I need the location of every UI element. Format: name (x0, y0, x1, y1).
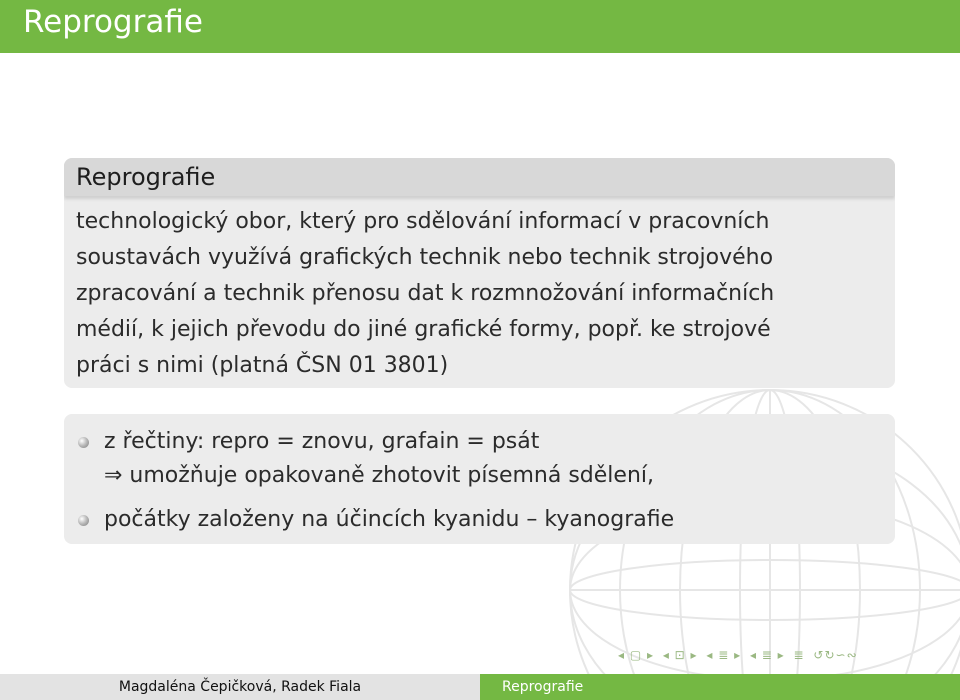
nav-section-icon[interactable]: ◂ ≣ ▸ (706, 648, 742, 662)
definition-block (64, 158, 895, 388)
list-item-text: z řečtiny: repro = znovu, grafain = psát (104, 429, 540, 454)
definition-line: médií, k jejich převodu do jiné grafické formy, popř. ke strojové (76, 317, 771, 342)
definition-block-title: Reprografie (64, 158, 895, 196)
nav-frame-icon[interactable]: ◂ ▢ ▸ (618, 648, 655, 662)
frame-title: Reprografie (0, 0, 960, 53)
nav-part-icon[interactable]: ◂ ≣ ▸ (749, 648, 785, 662)
footer-authors: Magdaléna Čepičková, Radek Fiala (0, 674, 480, 700)
definition-line: zpracování a technik přenosu dat k rozmnožování informačních (76, 281, 775, 306)
nav-subsection-icon[interactable]: ◂ ⊡ ▸ (662, 648, 698, 662)
definition-line: soustavách využívá grafických technik nebo technik strojového (76, 245, 774, 270)
list-item-text: ⇒ umožňuje opakovaně zhotovit písemná sdělení, (104, 463, 654, 488)
bullet-block (64, 414, 895, 544)
nav-search-icon[interactable]: ↺↻∽∾ (813, 648, 858, 662)
list-item-continuation (104, 460, 654, 492)
definition-line: práci s nimi (platná ČSN 01 3801) (76, 353, 449, 378)
list-item-text: počátky založeny na účincích kyanidu – kyanografie (104, 507, 675, 532)
footer-title: Reprografie (480, 674, 960, 700)
bullet-icon (78, 515, 89, 526)
footer (0, 674, 960, 700)
definition-line: technologický obor, který pro sdělování informací v pracovních (76, 209, 770, 234)
bullet-icon (78, 437, 89, 448)
beamer-navigation (618, 648, 958, 670)
nav-toc-icon[interactable]: ≣ (793, 648, 805, 662)
list-item (104, 504, 674, 536)
definition-text (64, 196, 895, 384)
list-item (104, 426, 539, 458)
